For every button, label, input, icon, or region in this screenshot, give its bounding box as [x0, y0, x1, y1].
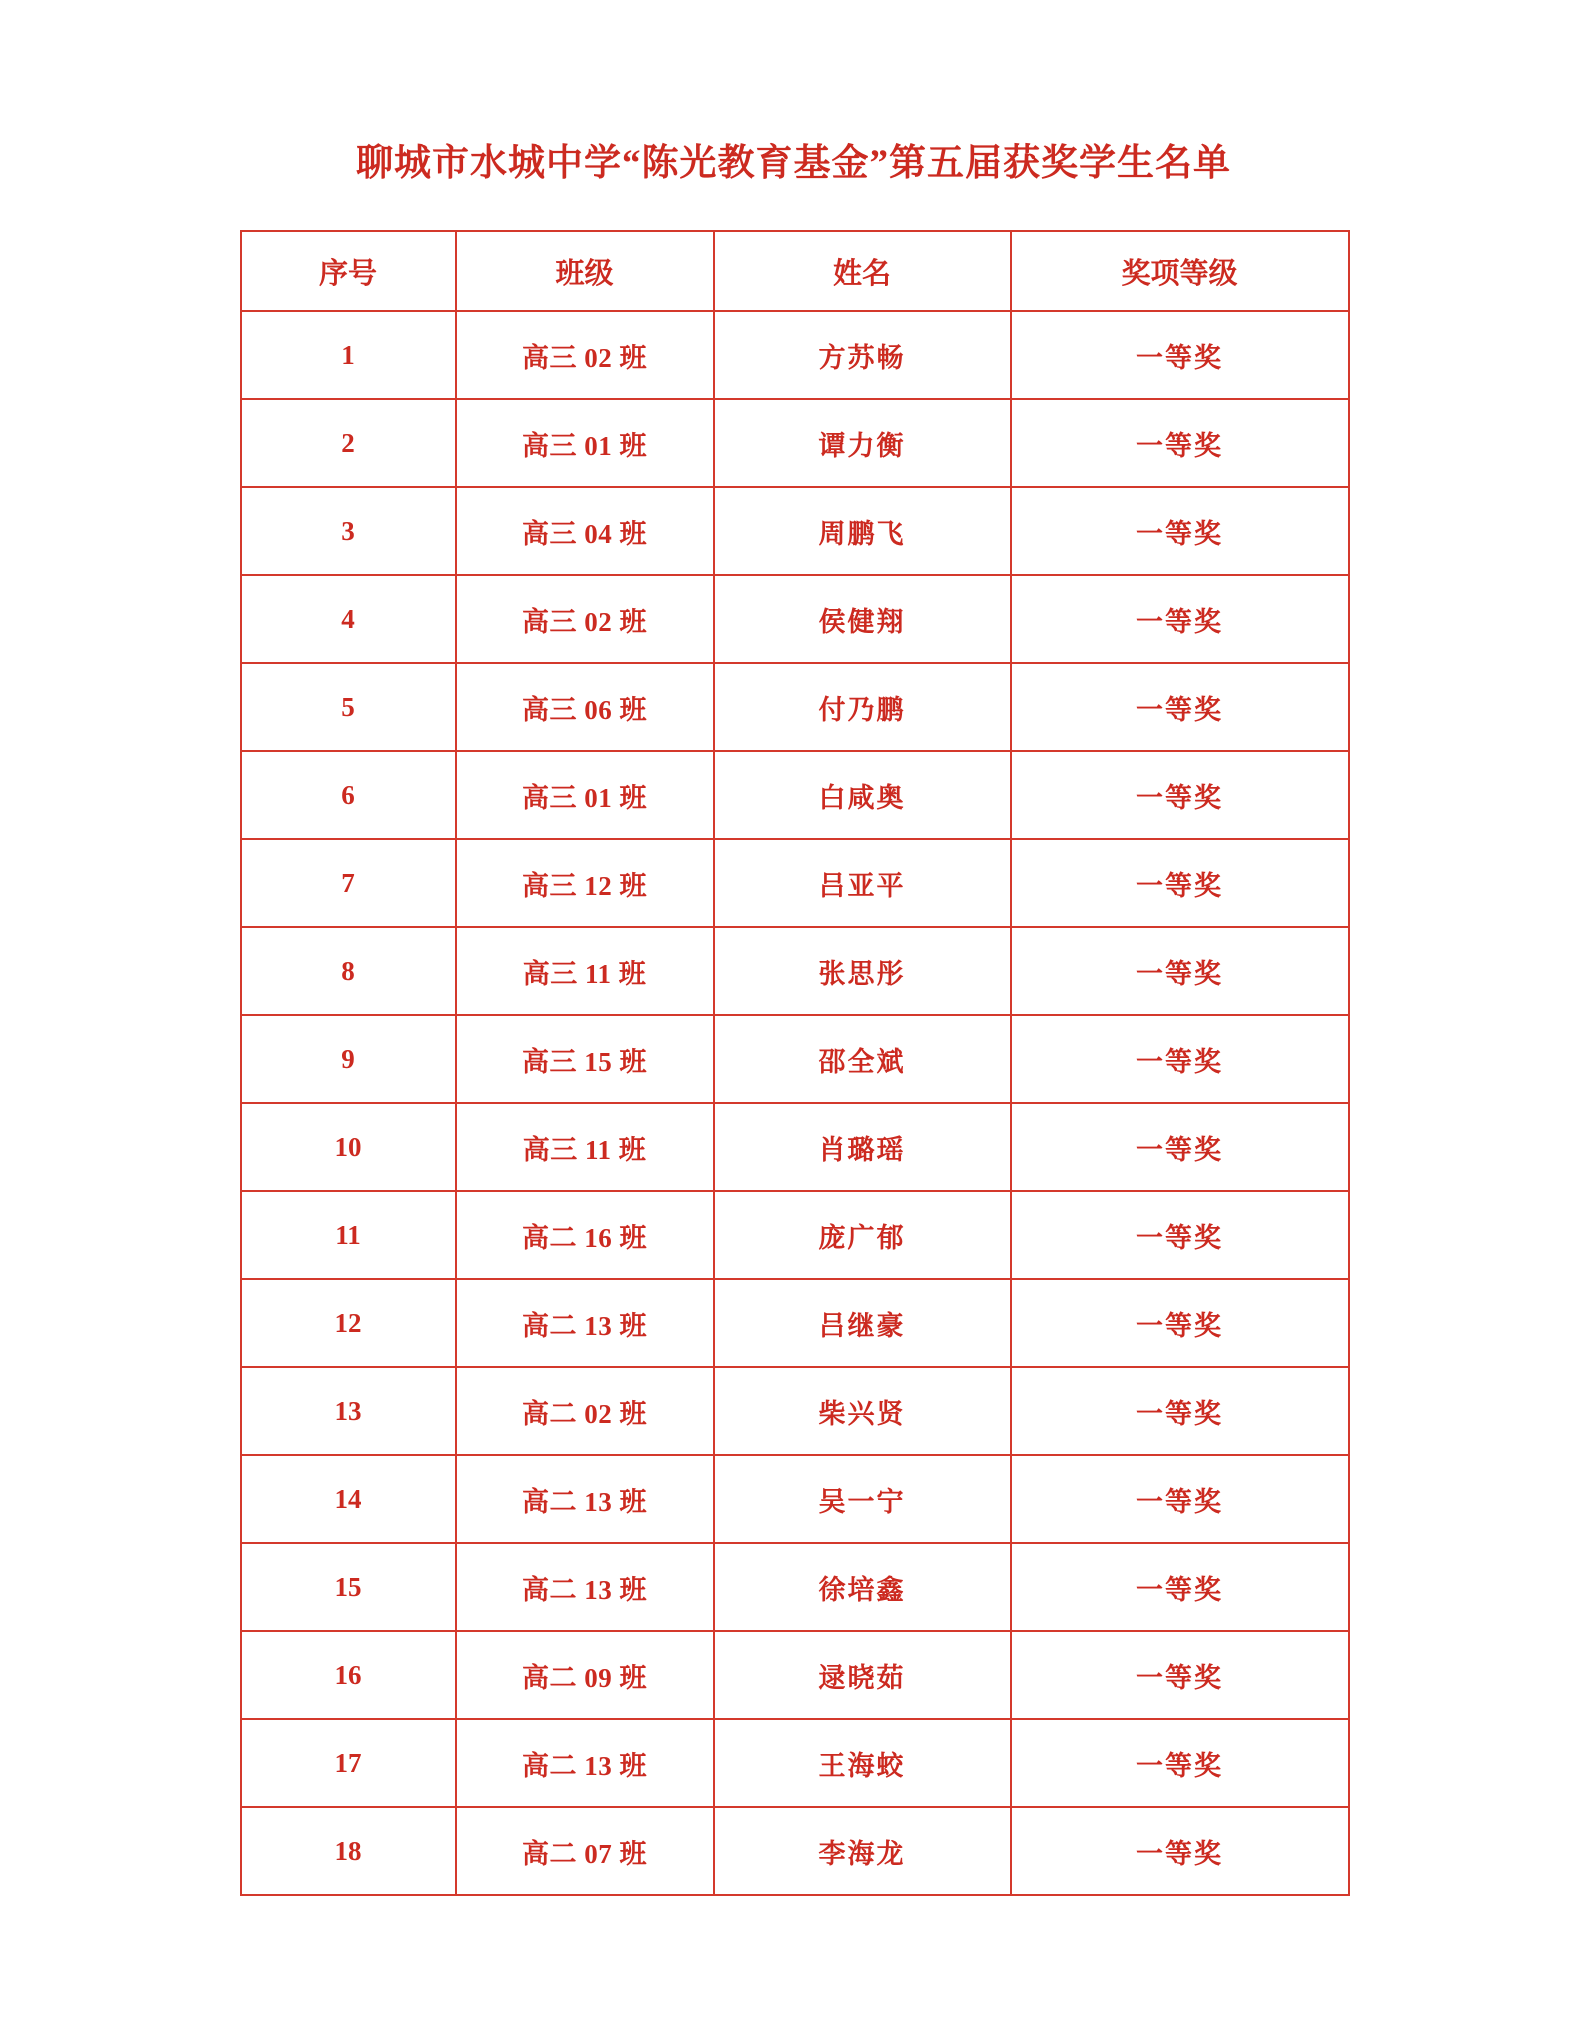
cell-name: 李海龙 [714, 1807, 1011, 1895]
cell-award: 一等奖 [1011, 399, 1349, 487]
cell-name: 付乃鹏 [714, 663, 1011, 751]
cell-class: 高二 13 班 [456, 1279, 714, 1367]
cell-name: 吴一宁 [714, 1455, 1011, 1543]
table-row [241, 1719, 1349, 1807]
cell-index: 18 [241, 1807, 456, 1895]
table-row [241, 1367, 1349, 1455]
cell-award: 一等奖 [1011, 1103, 1349, 1191]
cell-index: 14 [241, 1455, 456, 1543]
cell-index: 1 [241, 311, 456, 399]
cell-name: 逯晓茹 [714, 1631, 1011, 1719]
cell-name: 侯健翔 [714, 575, 1011, 663]
table-row [241, 927, 1349, 1015]
award-list-table [240, 230, 1350, 1896]
cell-index: 3 [241, 487, 456, 575]
cell-class: 高三 01 班 [456, 399, 714, 487]
page-title: 聊城市水城中学“陈光教育基金”第五届获奖学生名单 [356, 143, 1231, 184]
cell-class: 高三 06 班 [456, 663, 714, 751]
cell-class: 高二 13 班 [456, 1719, 714, 1807]
cell-award: 一等奖 [1011, 1367, 1349, 1455]
cell-name: 徐培鑫 [714, 1543, 1011, 1631]
cell-name: 邵全斌 [714, 1015, 1011, 1103]
cell-award: 一等奖 [1011, 1543, 1349, 1631]
cell-name: 方苏畅 [714, 311, 1011, 399]
cell-name: 庞广郁 [714, 1191, 1011, 1279]
cell-award: 一等奖 [1011, 1719, 1349, 1807]
column-header-award: 奖项等级 [1011, 231, 1349, 311]
cell-class: 高二 02 班 [456, 1367, 714, 1455]
cell-award: 一等奖 [1011, 1191, 1349, 1279]
table-row [241, 839, 1349, 927]
table-row [241, 1543, 1349, 1631]
cell-class: 高二 13 班 [456, 1455, 714, 1543]
cell-index: 2 [241, 399, 456, 487]
award-list-table-wrapper [240, 230, 1348, 1896]
cell-name: 吕亚平 [714, 839, 1011, 927]
cell-name: 谭力衡 [714, 399, 1011, 487]
cell-index: 16 [241, 1631, 456, 1719]
table-header [241, 231, 1349, 311]
cell-name: 王海蛟 [714, 1719, 1011, 1807]
table-row [241, 751, 1349, 839]
cell-name: 柴兴贤 [714, 1367, 1011, 1455]
cell-index: 12 [241, 1279, 456, 1367]
cell-index: 6 [241, 751, 456, 839]
table-row [241, 575, 1349, 663]
column-header-index: 序号 [241, 231, 456, 311]
cell-class: 高三 02 班 [456, 311, 714, 399]
cell-class: 高三 11 班 [456, 927, 714, 1015]
table-row [241, 399, 1349, 487]
cell-index: 15 [241, 1543, 456, 1631]
cell-class: 高二 13 班 [456, 1543, 714, 1631]
cell-award: 一等奖 [1011, 839, 1349, 927]
cell-index: 5 [241, 663, 456, 751]
cell-class: 高三 02 班 [456, 575, 714, 663]
cell-index: 11 [241, 1191, 456, 1279]
cell-class: 高三 11 班 [456, 1103, 714, 1191]
table-row [241, 487, 1349, 575]
cell-index: 13 [241, 1367, 456, 1455]
cell-award: 一等奖 [1011, 1015, 1349, 1103]
cell-class: 高三 01 班 [456, 751, 714, 839]
cell-index: 7 [241, 839, 456, 927]
table-row [241, 1631, 1349, 1719]
cell-award: 一等奖 [1011, 1807, 1349, 1895]
cell-award: 一等奖 [1011, 487, 1349, 575]
column-header-name: 姓名 [714, 231, 1011, 311]
table-row [241, 1103, 1349, 1191]
table-header-row [241, 231, 1349, 311]
cell-class: 高三 12 班 [456, 839, 714, 927]
cell-award: 一等奖 [1011, 751, 1349, 839]
table-row [241, 1807, 1349, 1895]
cell-index: 10 [241, 1103, 456, 1191]
cell-class: 高三 15 班 [456, 1015, 714, 1103]
cell-class: 高二 16 班 [456, 1191, 714, 1279]
table-row [241, 311, 1349, 399]
cell-class: 高二 09 班 [456, 1631, 714, 1719]
cell-award: 一等奖 [1011, 1279, 1349, 1367]
cell-award: 一等奖 [1011, 575, 1349, 663]
cell-name: 肖璐瑶 [714, 1103, 1011, 1191]
cell-index: 17 [241, 1719, 456, 1807]
cell-award: 一等奖 [1011, 1455, 1349, 1543]
cell-award: 一等奖 [1011, 311, 1349, 399]
table-row [241, 1191, 1349, 1279]
cell-name: 张思彤 [714, 927, 1011, 1015]
cell-name: 白咸奥 [714, 751, 1011, 839]
column-header-class: 班级 [456, 231, 714, 311]
cell-index: 4 [241, 575, 456, 663]
table-body [241, 311, 1349, 1895]
cell-class: 高二 07 班 [456, 1807, 714, 1895]
cell-index: 8 [241, 927, 456, 1015]
table-row [241, 1455, 1349, 1543]
cell-name: 周鹏飞 [714, 487, 1011, 575]
table-row [241, 663, 1349, 751]
cell-award: 一等奖 [1011, 1631, 1349, 1719]
cell-name: 吕继豪 [714, 1279, 1011, 1367]
cell-class: 高三 04 班 [456, 487, 714, 575]
cell-award: 一等奖 [1011, 927, 1349, 1015]
table-row [241, 1279, 1349, 1367]
cell-index: 9 [241, 1015, 456, 1103]
table-row [241, 1015, 1349, 1103]
cell-award: 一等奖 [1011, 663, 1349, 751]
